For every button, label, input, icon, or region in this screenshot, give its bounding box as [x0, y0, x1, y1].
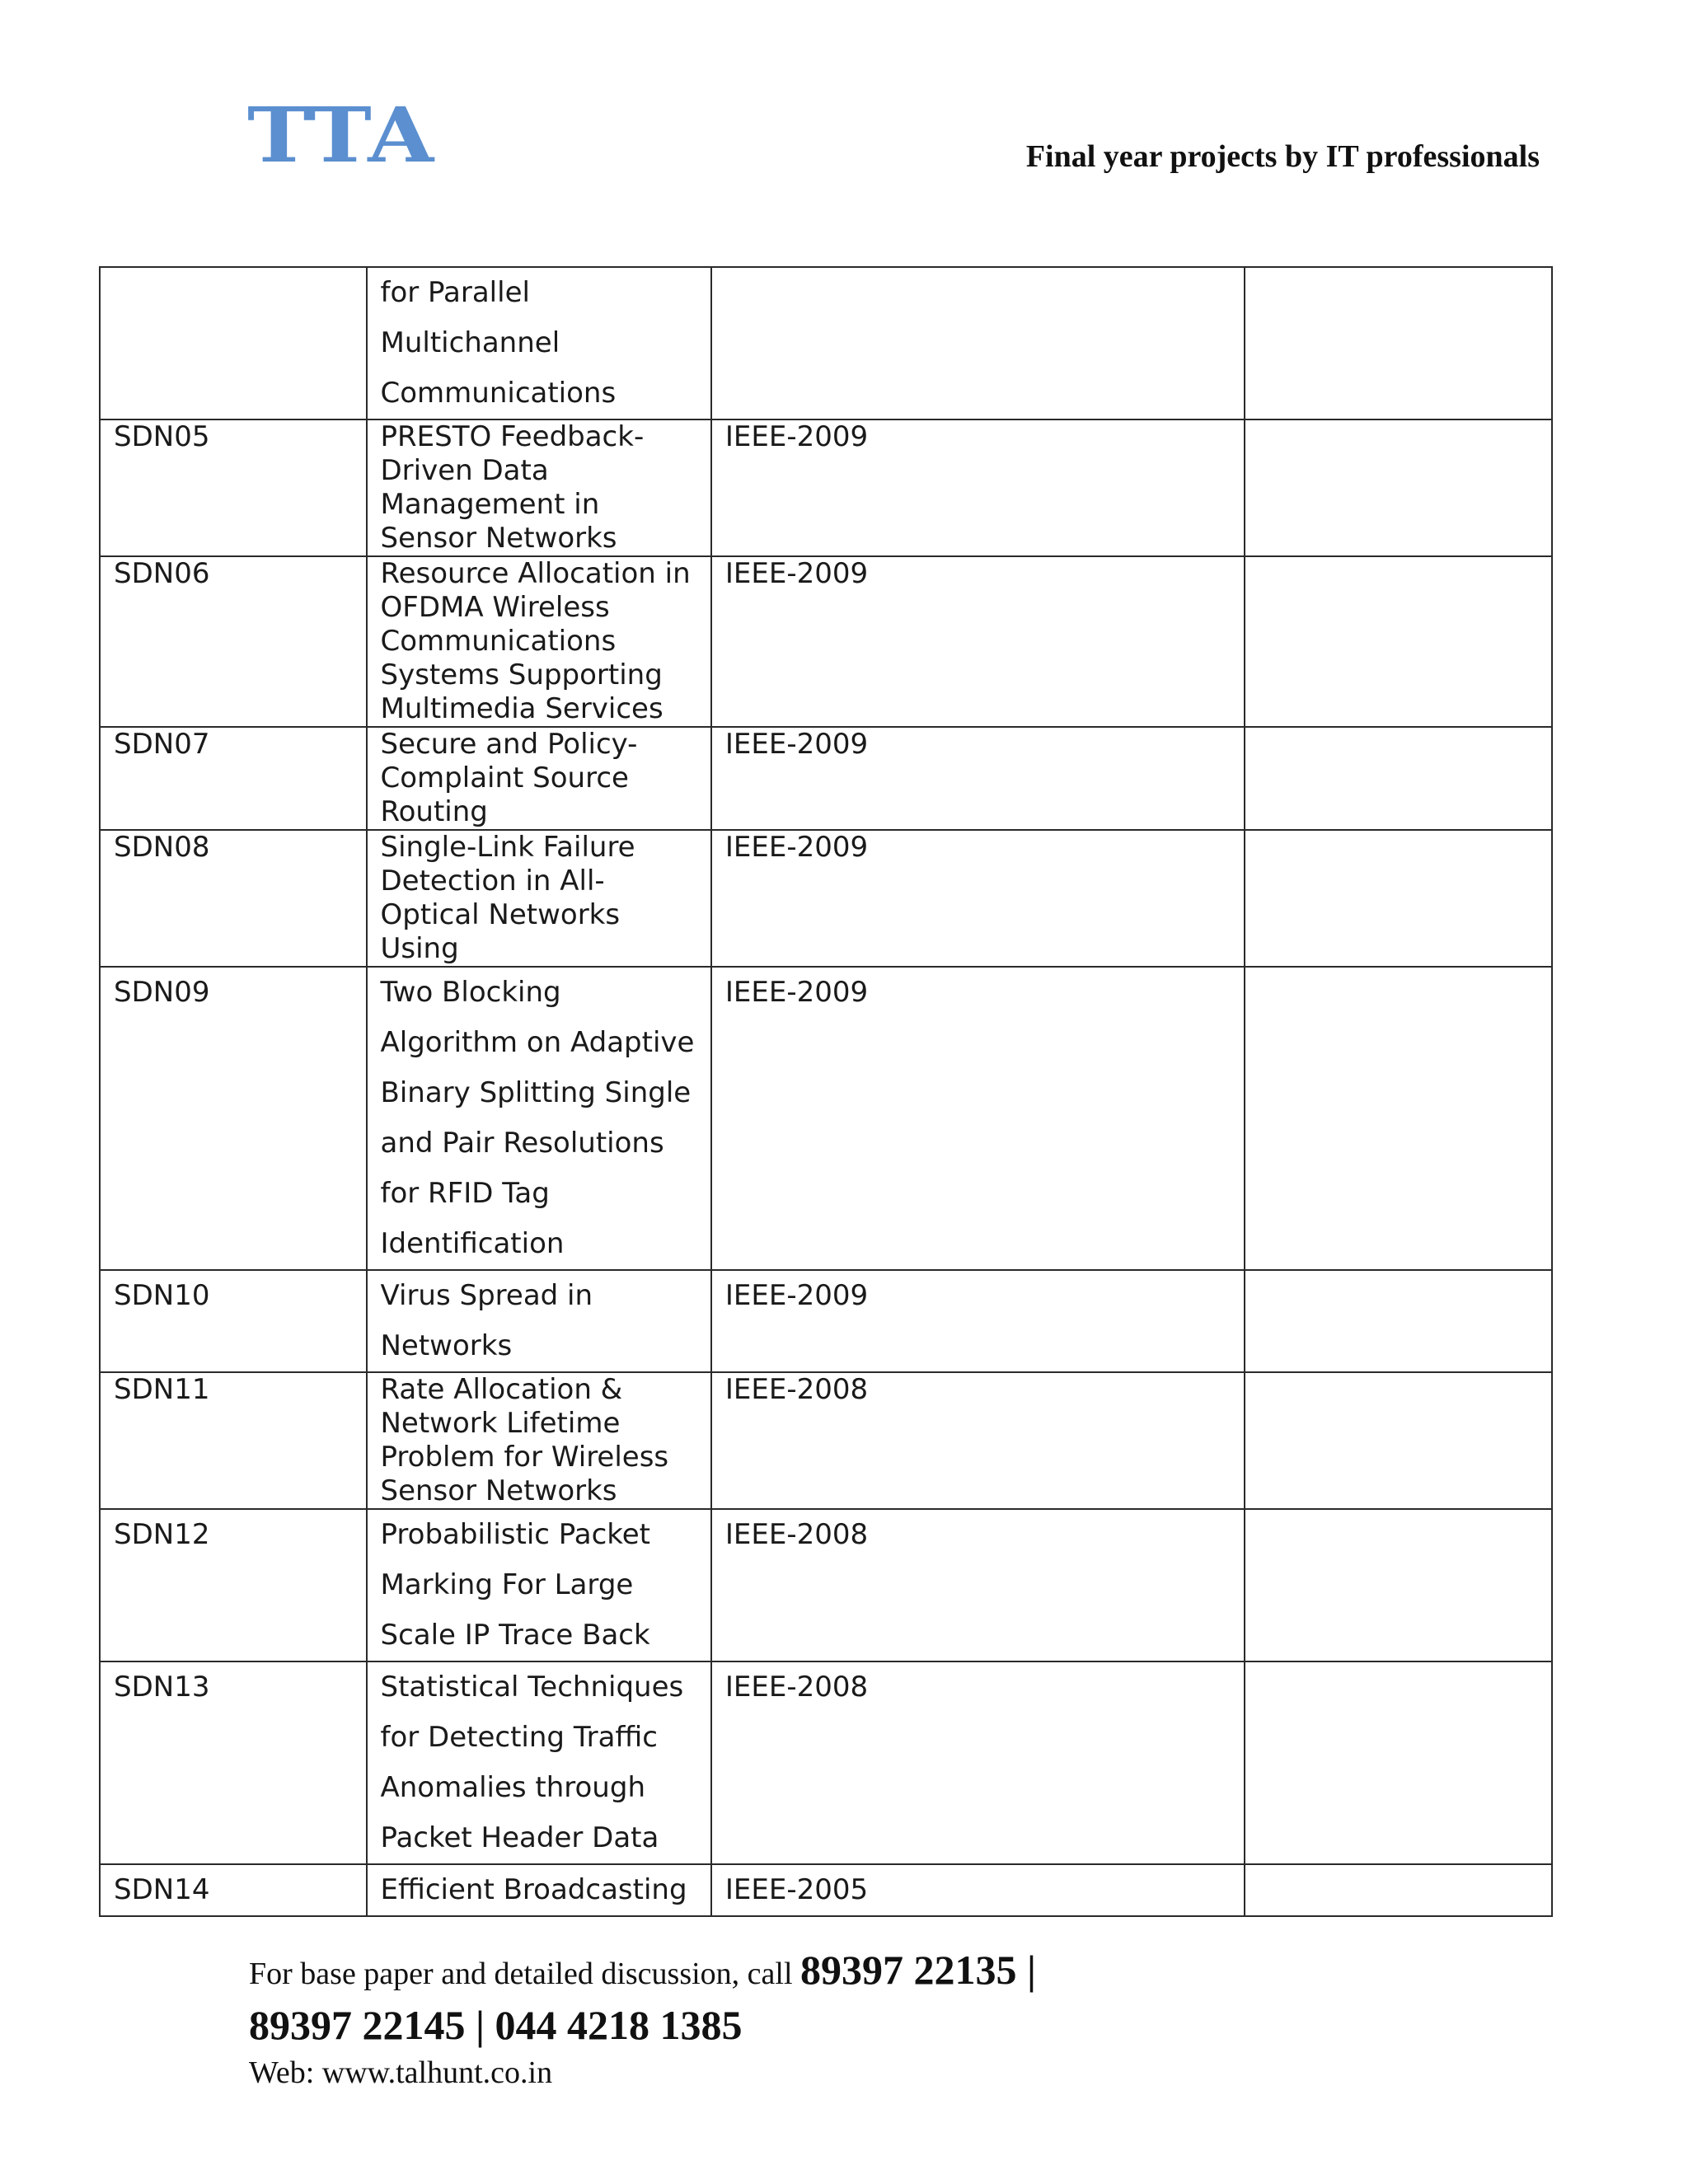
project-code-cell: SDN08: [100, 830, 367, 967]
footer-phone-numbers: 89397 22145 | 044 4218 1385: [249, 2002, 743, 2048]
project-code-cell: SDN14: [100, 1864, 367, 1916]
project-code-cell: SDN11: [100, 1372, 367, 1509]
table-row: [100, 1509, 1552, 1661]
footer-call-text: For base paper and detailed discussion, call: [249, 1957, 801, 1991]
table-row: [100, 830, 1552, 967]
project-year-cell: IEEE-2009: [711, 556, 1245, 727]
empty-cell: [1245, 830, 1552, 967]
project-title-cell: Secure and Policy-Complaint Source Routing: [367, 727, 711, 830]
project-year-cell: IEEE-2008: [711, 1372, 1245, 1509]
project-title-cell: Resource Allocation in OFDMA Wireless Communications Systems Supporting Multimedia Services: [367, 556, 711, 727]
project-year-cell: IEEE-2009: [711, 830, 1245, 967]
empty-cell: [1245, 419, 1552, 556]
project-year-cell: IEEE-2008: [711, 1661, 1245, 1864]
empty-cell: [1245, 1864, 1552, 1916]
project-title-cell: Statistical Techniques for Detecting Traffic Anomalies through Packet Header Data: [367, 1661, 711, 1864]
empty-cell: [1245, 556, 1552, 727]
table-row: [100, 419, 1552, 556]
project-title-cell: PRESTO Feedback-Driven Data Management in Sensor Networks: [367, 419, 711, 556]
table-row: [100, 1864, 1552, 1916]
project-code-cell: SDN09: [100, 967, 367, 1270]
project-year-cell: IEEE-2009: [711, 727, 1245, 830]
footer-contact-line: [249, 1945, 1036, 1999]
project-title-cell: Rate Allocation & Network Lifetime Problem for Wireless Sensor Networks: [367, 1372, 711, 1509]
project-code-cell: SDN06: [100, 556, 367, 727]
project-year-cell: IEEE-2009: [711, 419, 1245, 556]
table-row: [100, 1270, 1552, 1372]
empty-cell: [1245, 1509, 1552, 1661]
project-year-cell: IEEE-2008: [711, 1509, 1245, 1661]
project-title-cell: Single-Link Failure Detection in All-Optical Networks Using: [367, 830, 711, 967]
project-title-cell: Virus Spread in Networks: [367, 1270, 711, 1372]
tta-logo: TTA: [247, 91, 435, 180]
table-row: [100, 967, 1552, 1270]
footer-phone-primary: 89397 22135 |: [800, 1947, 1037, 1993]
project-code-cell: SDN07: [100, 727, 367, 830]
project-title-cell: Probabilistic Packet Marking For Large Scale IP Trace Back: [367, 1509, 711, 1661]
project-title-cell: Two Blocking Algorithm on Adaptive Binary Splitting Single and Pair Resolutions for RFID Tag Identification: [367, 967, 711, 1270]
empty-cell: [1245, 727, 1552, 830]
empty-cell: [1245, 967, 1552, 1270]
table-row: [100, 1661, 1552, 1864]
contact-footer: [249, 1945, 1036, 2094]
table-row: [100, 556, 1552, 727]
project-year-cell: IEEE-2009: [711, 967, 1245, 1270]
project-year-cell: IEEE-2009: [711, 1270, 1245, 1372]
project-title-cell: Efficient Broadcasting: [367, 1864, 711, 1916]
project-code-cell: SDN05: [100, 419, 367, 556]
project-title-cell: for Parallel Multichannel Communications: [367, 267, 711, 419]
project-code-cell: SDN10: [100, 1270, 367, 1372]
project-code-cell: SDN12: [100, 1509, 367, 1661]
project-year-cell: [711, 267, 1245, 419]
project-year-cell: IEEE-2005: [711, 1864, 1245, 1916]
empty-cell: [1245, 1270, 1552, 1372]
footer-web: Web: www.talhunt.co.in: [249, 2055, 553, 2090]
table-row: [100, 727, 1552, 830]
header-tagline: Final year projects by IT professionals: [1025, 139, 1540, 174]
empty-cell: [1245, 267, 1552, 419]
table-row: [100, 1372, 1552, 1509]
table-row: [100, 267, 1552, 419]
empty-cell: [1245, 1372, 1552, 1509]
empty-cell: [1245, 1661, 1552, 1864]
project-code-cell: SDN13: [100, 1661, 367, 1864]
projects-table: [99, 266, 1553, 1917]
project-code-cell: [100, 267, 367, 419]
